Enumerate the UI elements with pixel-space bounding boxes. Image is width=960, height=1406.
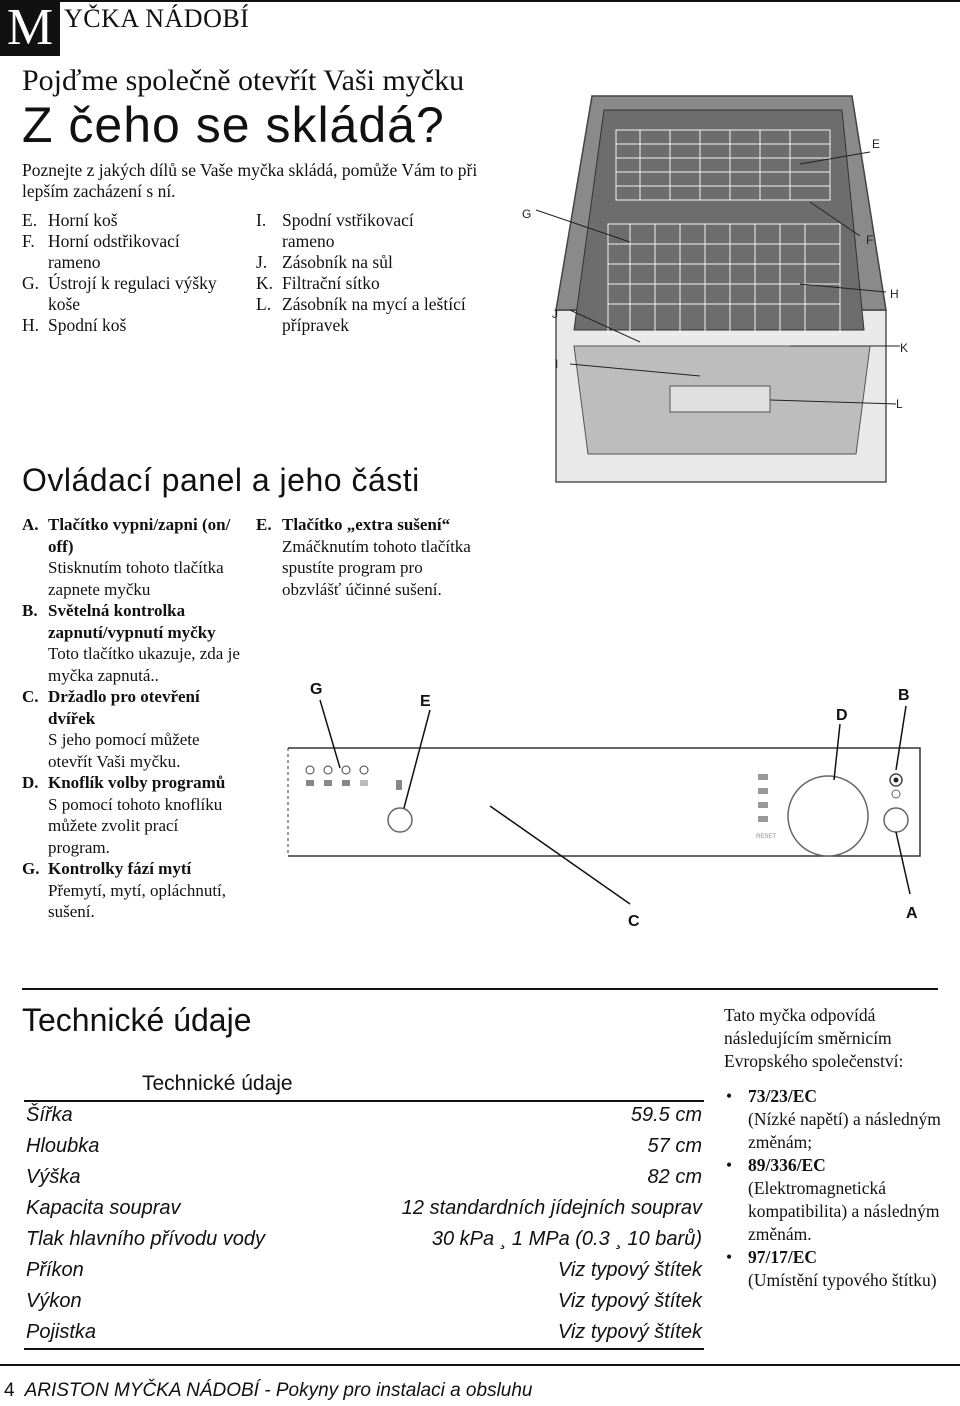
- detergent-dispenser: [670, 386, 770, 412]
- part-label: Horní odstřikovací rameno: [48, 231, 180, 272]
- control-text: Stisknutím tohoto tlačítka zapnete myčku: [48, 558, 224, 599]
- control-heading: Tlačítko vypni/zapni (on/ off): [48, 515, 231, 556]
- dishwasher-illustration: [500, 84, 950, 504]
- table-row: [26, 1100, 702, 1131]
- reset-label: RESET: [756, 834, 777, 840]
- table-rule-bottom: [24, 1348, 704, 1350]
- chapter-title: YČKA NÁDOBÍ: [64, 4, 250, 33]
- control-heading: Tlačítko „extra sušení“: [282, 515, 451, 534]
- row-label: Hloubka: [26, 1135, 100, 1157]
- directive-code: 89/336/EC: [748, 1155, 826, 1175]
- part-label: Spodní koš: [48, 315, 127, 335]
- page-number: 4: [4, 1380, 15, 1401]
- control-heading: Knoflík volby programů: [48, 773, 226, 792]
- part-label: Filtrační sítko: [282, 273, 380, 293]
- control-text: Toto tlačítko ukazuje, zda je myčka zapnutá..: [48, 644, 240, 685]
- row-value: 30 kPa ¸ 1 MPa (0.3 ¸ 10 barů): [431, 1228, 702, 1250]
- parts-list-right: [256, 210, 466, 336]
- callout-label: L: [896, 397, 903, 411]
- extra-dry-button[interactable]: [388, 808, 412, 832]
- control-key: A.: [22, 515, 39, 534]
- intro-text: Poznejte z jakých dílů se Vaše myčka skládá, pomůže Vám to při lepším zacházení s ní.: [22, 160, 478, 201]
- callout-label: E: [872, 137, 881, 151]
- control-heading: Kontrolky fází mytí: [48, 859, 192, 878]
- control-item: [22, 772, 244, 858]
- controls-title: Ovládací panel a jeho části: [22, 462, 420, 498]
- callout-label: H: [890, 287, 899, 301]
- phase-lights: [306, 766, 368, 786]
- control-key: C.: [22, 687, 39, 706]
- control-key: E.: [256, 515, 272, 534]
- row-label: Tlak hlavního přívodu vody: [26, 1228, 266, 1250]
- row-value: Viz typový štítek: [557, 1290, 702, 1312]
- control-key: D.: [22, 773, 39, 792]
- tech-title: Technické údaje: [22, 1002, 252, 1038]
- control-item: [22, 514, 244, 600]
- directive-item: • 97/17/EC (Umístění typového štítku): [724, 1246, 944, 1292]
- control-key: B.: [22, 601, 38, 620]
- directive-text: (Elektromagnetická kompatibilita) a následným změnám.: [748, 1178, 940, 1244]
- part-label: Ústrojí k regulaci výšky koše: [48, 273, 217, 314]
- intro-subtitle: Pojďme společně otevřít Vaši myčku: [22, 64, 465, 97]
- directive-item: • 89/336/EC (Elektromagnetická kompatibilita) a následným změnám.: [724, 1154, 944, 1246]
- part-key: I.: [256, 210, 267, 230]
- control-heading: Držadlo pro otevření dvířek: [48, 687, 200, 728]
- part-label: Horní koš: [48, 210, 118, 230]
- directive-code: 97/17/EC: [748, 1247, 818, 1267]
- part-item: [22, 315, 232, 336]
- directive-list: [724, 1085, 944, 1292]
- callout-label: K: [900, 341, 909, 355]
- row-value: 82 cm: [647, 1166, 702, 1188]
- part-item: [22, 273, 232, 315]
- part-label: Spodní vstřikovací rameno: [282, 210, 414, 251]
- control-item: [22, 858, 244, 923]
- directive-code: 73/23/EC: [748, 1086, 818, 1106]
- page-footer: [4, 1380, 533, 1402]
- control-text: S jeho pomocí můžete otevřít Vaši myčku.: [48, 730, 200, 771]
- control-item: [22, 600, 244, 686]
- row-label: Pojistka: [26, 1321, 97, 1343]
- conformity-intro: Tato myčka odpovídá následujícím směrnicím Evropského společenství:: [724, 1005, 904, 1071]
- table-row: [26, 1193, 702, 1224]
- part-item: [22, 210, 232, 231]
- control-item: [256, 514, 486, 600]
- tech-table-caption: Technické údaje: [142, 1072, 293, 1095]
- header-rule: [60, 0, 960, 2]
- table-row: [26, 1131, 702, 1162]
- controls-list-right: [256, 514, 486, 600]
- row-label: Šířka: [26, 1104, 73, 1126]
- row-label: Kapacita souprav: [26, 1197, 181, 1219]
- control-panel-illustration: [280, 676, 950, 936]
- footer-rule: [0, 1364, 960, 1366]
- part-key: F.: [22, 231, 35, 251]
- tech-table: [26, 1100, 702, 1348]
- tub-inner: [574, 110, 864, 330]
- row-label: Výška: [26, 1166, 81, 1188]
- part-item: [256, 294, 466, 336]
- part-label: Zásobník na mycí a leštící přípravek: [282, 294, 466, 335]
- table-row: [26, 1317, 702, 1348]
- part-item: [256, 252, 466, 273]
- row-label: Příkon: [26, 1259, 84, 1281]
- chapter-letter-box: M: [0, 0, 60, 56]
- panel-label-a: A: [906, 905, 918, 922]
- control-key: G.: [22, 859, 40, 878]
- extra-dry-icon: [396, 780, 402, 790]
- power-symbol-icon: [892, 790, 900, 798]
- part-key: E.: [22, 210, 38, 230]
- row-value: Viz typový štítek: [557, 1321, 702, 1343]
- directive-item: • 73/23/EC (Nízké napětí) a následným změnám;: [724, 1085, 944, 1154]
- table-row: [26, 1162, 702, 1193]
- power-button[interactable]: [884, 808, 908, 832]
- row-value: Viz typový štítek: [557, 1259, 702, 1281]
- control-text: Zmáčknutím tohoto tlačítka spustíte program pro obzvlášť účinné sušení.: [282, 536, 471, 599]
- panel-label-b: B: [898, 687, 910, 704]
- directive-text: (Nízké napětí) a následným změnám;: [748, 1109, 941, 1152]
- panel-label-e: E: [420, 693, 431, 710]
- callout-label: J: [552, 307, 558, 321]
- panel-label-c: C: [628, 913, 640, 930]
- intro-title: Z čeho se skládá?: [22, 97, 445, 153]
- control-heading: Světelná kontrolka zapnutí/vypnutí myčky: [48, 601, 216, 642]
- program-knob[interactable]: [788, 776, 868, 856]
- table-row: [26, 1224, 702, 1255]
- callout-label: F: [866, 233, 874, 247]
- controls-list-left: [22, 514, 244, 923]
- control-text: S pomocí tohoto knoflíku můžete zvolit prací program.: [48, 794, 223, 857]
- parts-list-left: [22, 210, 232, 336]
- directive-text: (Umístění typového štítku): [748, 1270, 937, 1290]
- control-text: Přemytí, mytí, opláchnutí, sušení.: [48, 880, 227, 921]
- part-key: G.: [22, 273, 40, 293]
- part-key: J.: [256, 252, 268, 272]
- table-row: [26, 1286, 702, 1317]
- footer-text: ARISTON MYČKA NÁDOBÍ - Pokyny pro instalaci a obsluhu: [24, 1380, 533, 1401]
- panel-label-d: D: [836, 707, 848, 724]
- conformity-block: [724, 1004, 944, 1292]
- callout-label: G: [522, 207, 532, 221]
- tech-section-rule: [22, 988, 938, 990]
- part-item: [256, 273, 466, 294]
- row-value: 12 standardních jídejních souprav: [401, 1197, 702, 1219]
- row-value: 57 cm: [647, 1135, 702, 1157]
- row-value: 59.5 cm: [630, 1104, 702, 1126]
- power-indicator-dot: [894, 778, 899, 783]
- part-key: H.: [22, 315, 40, 335]
- table-row: [26, 1255, 702, 1286]
- part-item: [256, 210, 466, 252]
- callout-label: I: [555, 357, 559, 371]
- part-item: [22, 231, 232, 273]
- control-item: [22, 686, 244, 772]
- row-label: Výkon: [26, 1290, 82, 1312]
- part-key: K.: [256, 273, 274, 293]
- panel-label-g: G: [310, 681, 323, 698]
- program-knob-area: [756, 774, 776, 840]
- part-key: L.: [256, 294, 272, 314]
- part-label: Zásobník na sůl: [282, 252, 393, 272]
